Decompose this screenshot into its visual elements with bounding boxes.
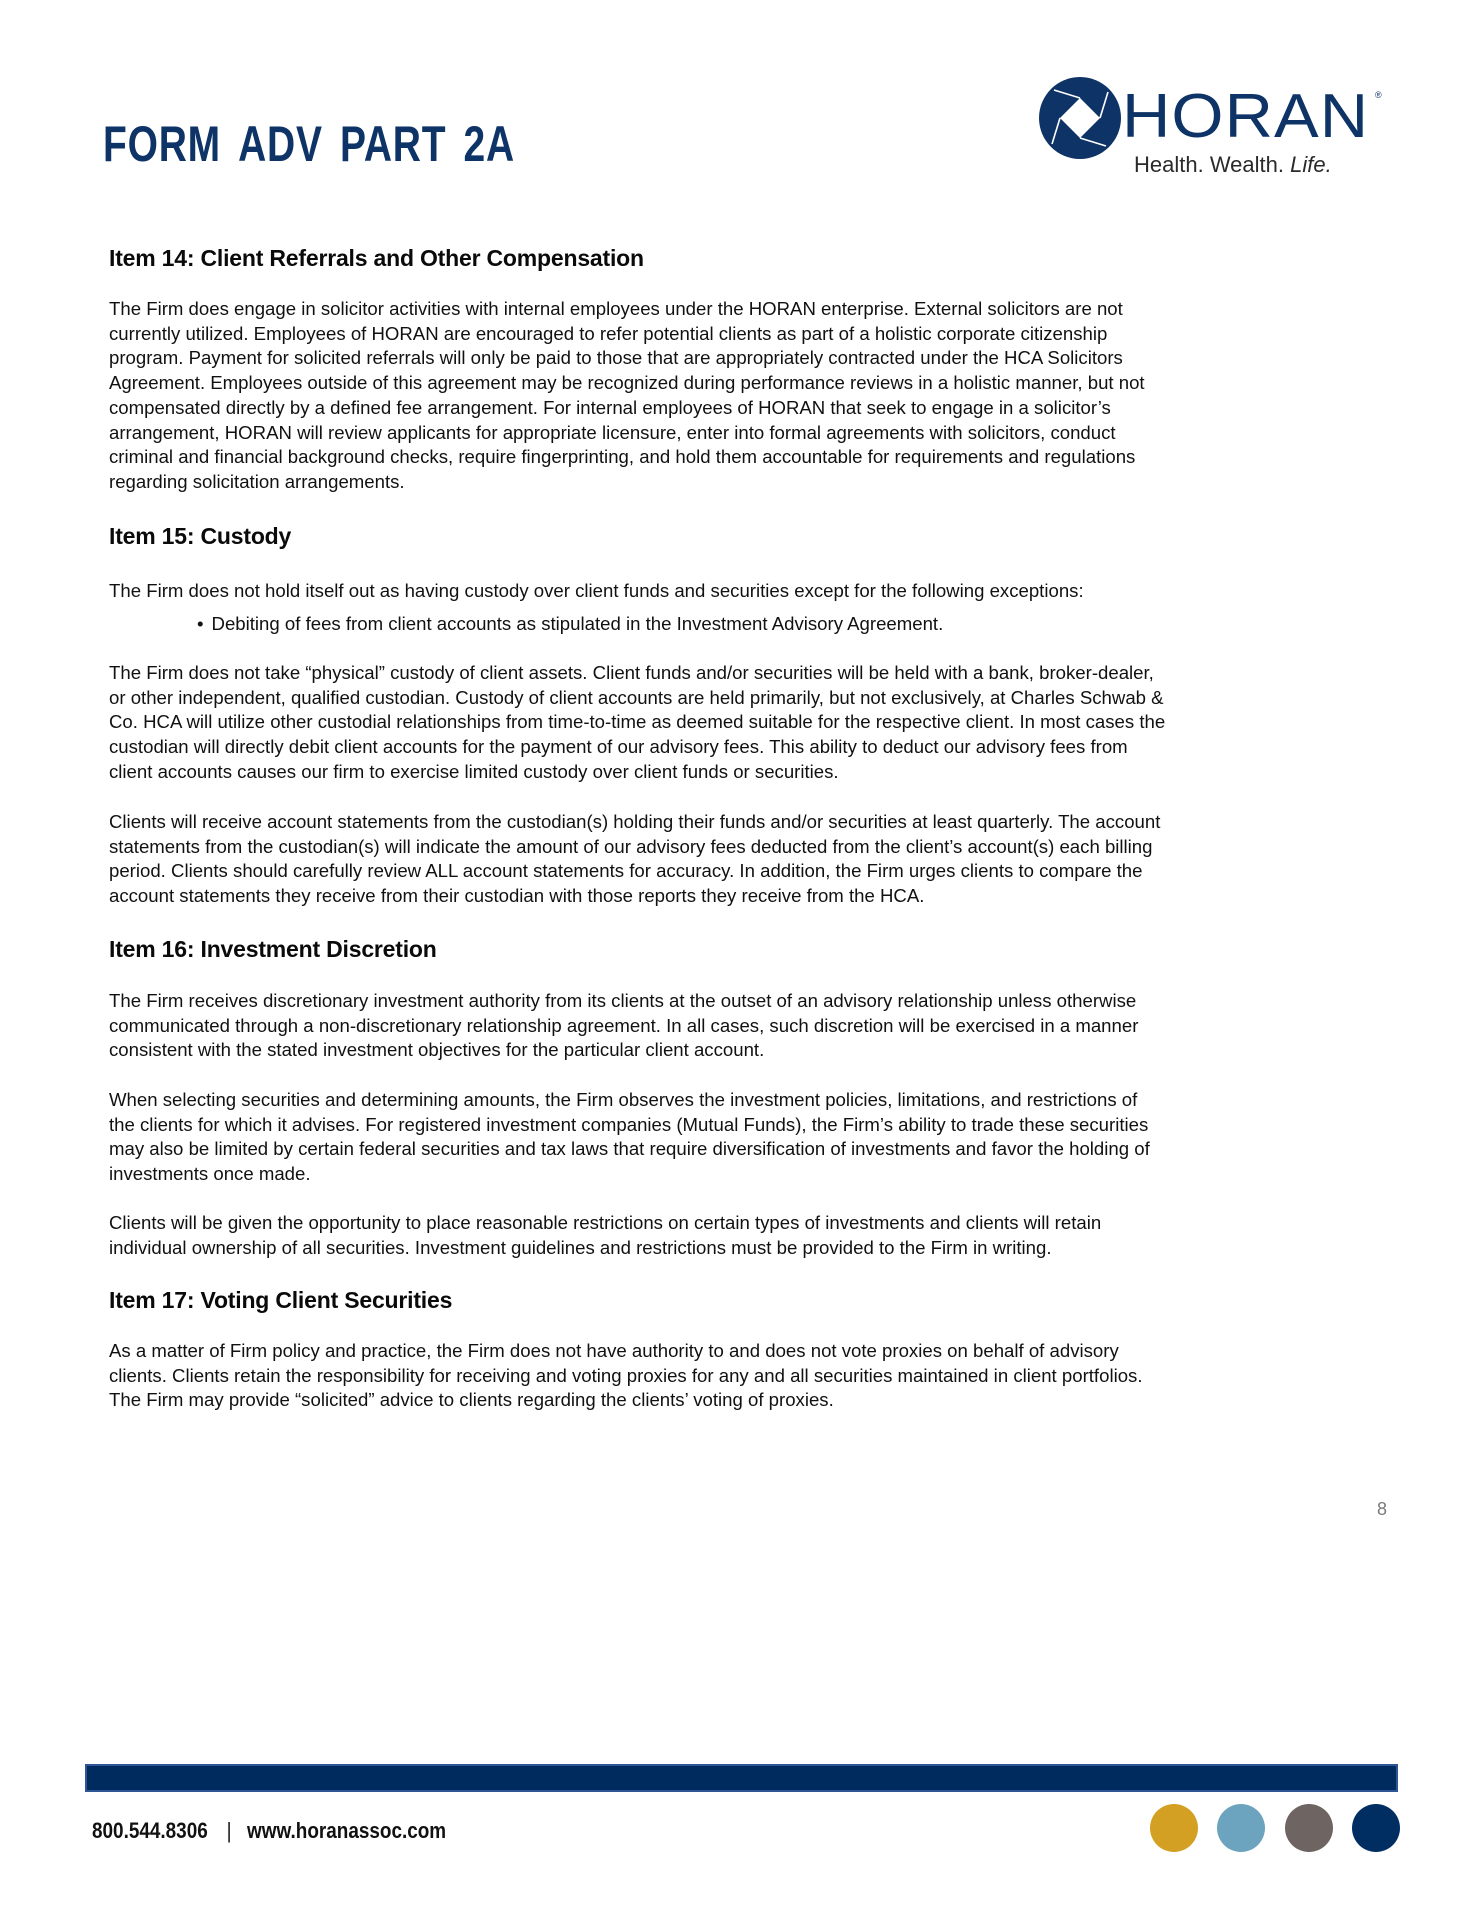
paragraph [109, 989, 1399, 1063]
paragraph [109, 579, 1399, 604]
registered-mark: ® [1375, 90, 1382, 100]
text-line: account statements they receive from their custodian with those reports they receive from the HCA. [109, 885, 925, 907]
text-line: Clients will be given the opportunity to place reasonable restrictions on certain types of investments and clients will retain [109, 1212, 1102, 1233]
text-line: statements from the custodian(s) will indicate the amount of our advisory fees deducted from the client’s account(s) each billing [109, 835, 1153, 857]
tagline-italic: Life. [1290, 152, 1332, 177]
title-word: 2A [463, 116, 515, 172]
logo-wordmark: HORAN [1122, 82, 1370, 151]
paragraph [109, 1088, 1399, 1187]
text-line: the clients for which it advises. For registered investment companies (Mutual Funds), the Firm’s ability to trade these securities [109, 1113, 1149, 1135]
text-line: The Firm receives discretionary investment authority from its clients at the outset of an advisory relationship unless otherwise [109, 990, 1137, 1011]
text-line: currently utilized. Employees of HORAN are encouraged to refer potential clients as part of a holistic corporate citizenship [109, 322, 1108, 344]
text-line: consistent with the stated investment objectives for the particular client account. [109, 1039, 765, 1061]
text-line: The Firm does not take “physical” custody of client assets. Client funds and/or securities will be held with a bank, broker-dealer, [109, 662, 1154, 683]
text-line: communicated through a non-discretionary relationship agreement. In all cases, such discretion will be exercised in a manner [109, 1014, 1139, 1036]
horan-diamond-ring-icon [1038, 76, 1122, 160]
text-line: Clients will receive account statements from the custodian(s) holding their funds and/or securities at least quarterly. The account [109, 811, 1161, 832]
paragraph [109, 661, 1399, 785]
paragraph [109, 1339, 1399, 1413]
light-blue-dot-icon [1217, 1804, 1265, 1852]
text-line: program. Payment for solicited referrals will only be paid to those that are appropriately contracted under the HCA Solicitors [109, 347, 1123, 369]
page-title [103, 118, 515, 170]
text-line: may also be limited by certain federal securities and tax laws that require diversification of investments and favor the holding of [109, 1138, 1150, 1160]
text-line: compensated directly by a defined fee arrangement. For internal employees of HORAN that seek to engage in a solicitor’s [109, 396, 1111, 418]
bullet-icon: • [197, 613, 204, 634]
paragraph [109, 1211, 1399, 1260]
bullet-text: Debiting of fees from client accounts as stipulated in the Investment Advisory Agreement. [211, 613, 944, 634]
text-line: As a matter of Firm policy and practice, the Firm does not have authority to and does not vote proxies on behalf of advisory [109, 1340, 1119, 1361]
text-line: The Firm does engage in solicitor activities with internal employees under the HORAN enterprise. External solicitors are not [109, 298, 1123, 319]
paragraph [109, 297, 1399, 495]
text-line: criminal and financial background checks, require fingerprinting, and hold them accountable for requirements and regulations [109, 446, 1136, 468]
horan-logo [1038, 74, 1383, 184]
paragraph [109, 810, 1399, 909]
section-heading-item-17: Item 17: Voting Client Securities [109, 1287, 453, 1313]
text-line: individual ownership of all securities. Investment guidelines and restrictions must be provided to the Firm in writing. [109, 1236, 1052, 1258]
title-word: PART [339, 116, 447, 172]
logo-tagline [1134, 152, 1332, 178]
text-line: custodian will directly debit client accounts for the payment of our advisory fees. This ability to deduct our advisory fees from [109, 736, 1128, 758]
text-line: or other independent, qualified custodian. Custody of client accounts are held primarily, but not exclusively, at Charles Schwab & [109, 686, 1164, 708]
text-line: Agreement. Employees outside of this agreement may be recognized during performance reviews in a holistic manner, but not [109, 372, 1145, 394]
section-heading-item-15: Item 15: Custody [109, 523, 292, 549]
footer-website[interactable]: www.horanassoc.com [247, 1818, 447, 1843]
text-line: The Firm may provide “solicited” advice to clients regarding the clients’ voting of proxies. [109, 1389, 834, 1411]
text-line: The Firm does not hold itself out as having custody over client funds and securities except for the following exceptions: [109, 580, 1084, 601]
page-number: 8 [1377, 1499, 1388, 1519]
text-line: When selecting securities and determining amounts, the Firm observes the investment policies, limitations, and restrictions of [109, 1089, 1138, 1110]
title-word: FORM [103, 116, 221, 172]
navy-dot-icon [1352, 1804, 1400, 1852]
text-line: investments once made. [109, 1163, 311, 1185]
text-line: arrangement, HORAN will review applicants for appropriate licensure, enter into formal agreements with solicitors, conduct [109, 421, 1116, 443]
footer-bar [85, 1764, 1398, 1792]
title-word: ADV [238, 116, 323, 172]
tagline-text: Health. Wealth. [1134, 152, 1291, 177]
bullet-item [197, 612, 943, 637]
footer-phone: 800.544.8306 [92, 1818, 208, 1843]
section-heading-item-16: Item 16: Investment Discretion [109, 936, 437, 962]
text-line: Co. HCA will utilize other custodial relationships from time-to-time as deemed suitable for the respective client. In most cases the [109, 711, 1166, 733]
text-line: regarding solicitation arrangements. [109, 470, 405, 492]
gold-dot-icon [1150, 1804, 1198, 1852]
footer-contact [92, 1818, 446, 1844]
text-line: client accounts causes our firm to exercise limited custody over client funds or securities. [109, 760, 839, 782]
text-line: period. Clients should carefully review ALL account statements for accuracy. In addition, the Firm urges clients to compare the [109, 860, 1143, 882]
section-heading-item-14: Item 14: Client Referrals and Other Compensation [109, 245, 644, 271]
footer-separator: | [226, 1818, 232, 1843]
text-line: clients. Clients retain the responsibility for receiving and voting proxies for any and all securities maintained in client portfolios. [109, 1364, 1143, 1386]
gray-dot-icon [1285, 1804, 1333, 1852]
